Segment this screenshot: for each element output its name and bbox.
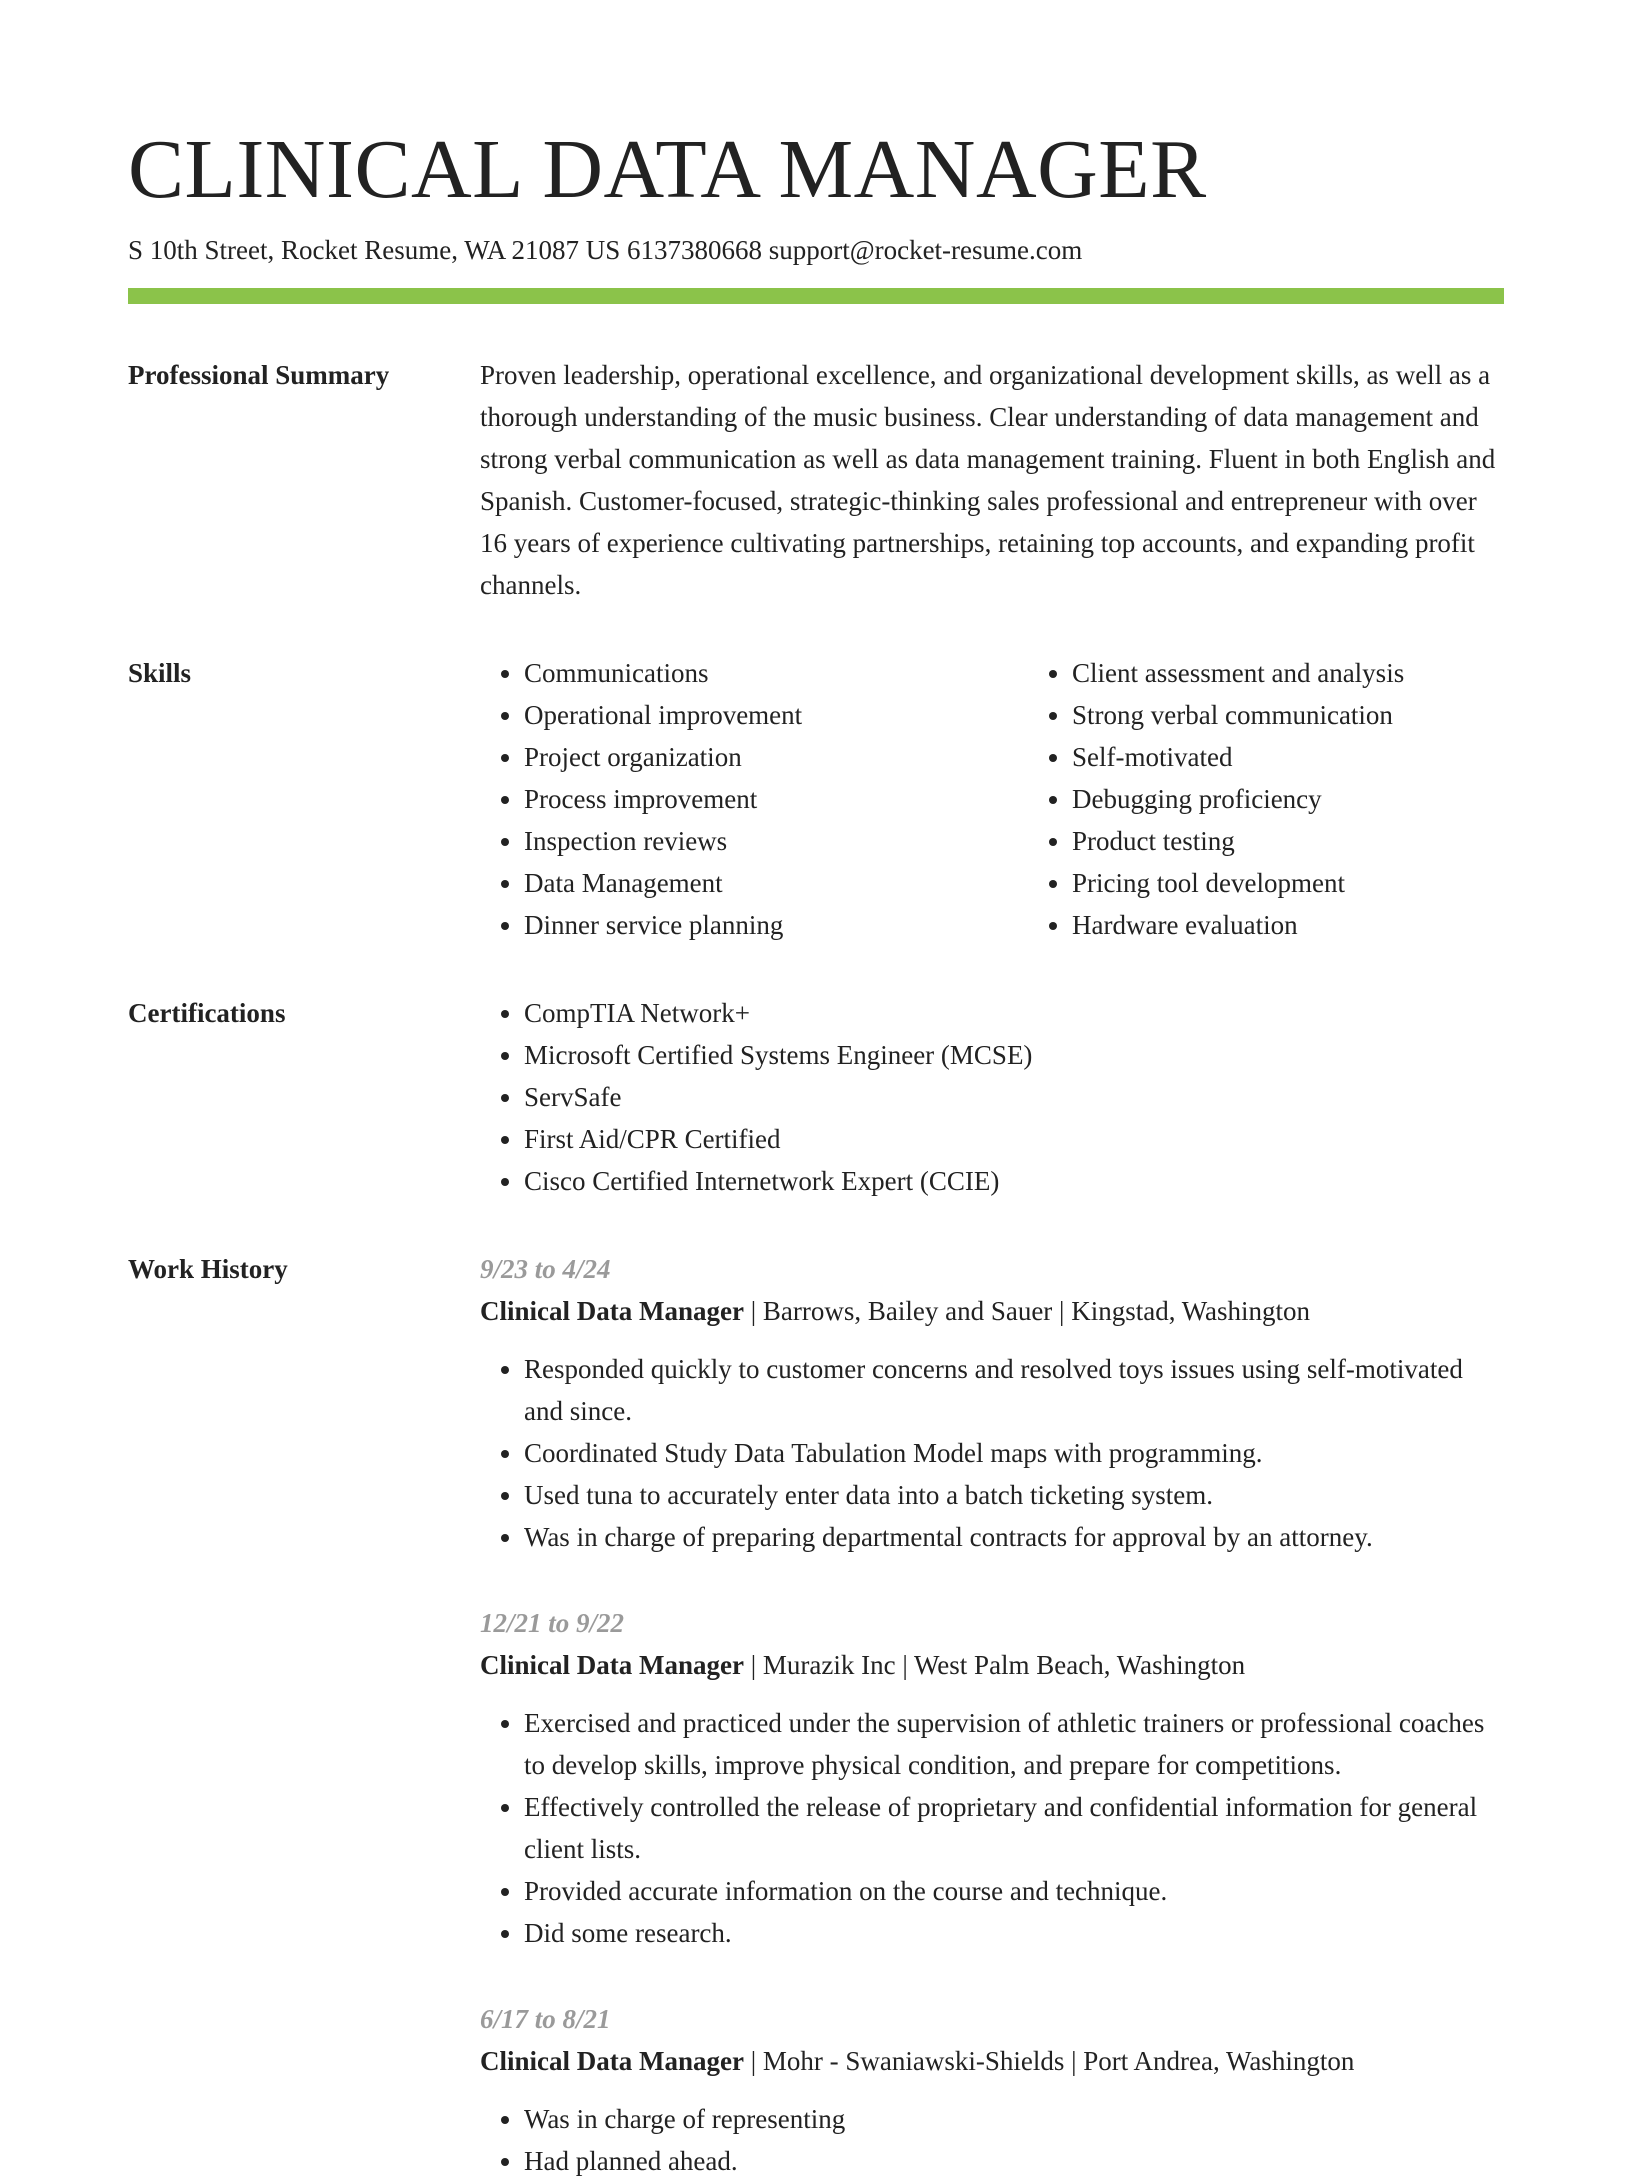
skill-item: • Process improvement xyxy=(524,778,1028,820)
job-title: Clinical Data Manager xyxy=(480,1650,744,1680)
certifications-list xyxy=(480,992,1504,1202)
accent-divider xyxy=(128,288,1504,304)
summary-text: Proven leadership, operational excellence, and organizational development skills, as well as a thorough understanding of the music business. Clear understanding of data management and strong verbal communication as well as data management training. Fluent in both English and Spanish. Customer-focused, strategic-thinking sales professional and entrepreneur with over 16 years of experience cultivating partnerships, retaining top accounts, and expanding profit channels. xyxy=(480,360,1496,600)
section-label-summary: Professional Summary xyxy=(128,360,390,390)
certification-item: • CompTIA Network+ xyxy=(524,992,1504,1034)
job-title-line xyxy=(480,1290,1504,1332)
job-dates: 6/17 to 8/21 xyxy=(480,2004,611,2034)
job-entry xyxy=(480,1998,1504,2182)
job-bullet: • Was in charge of preparing departmental contracts for approval by an attorney. xyxy=(524,1516,1504,1558)
job-title: Clinical Data Manager xyxy=(480,1296,744,1326)
skill-item: • Client assessment and analysis xyxy=(1072,652,1576,694)
job-bullet: • Had planned ahead. xyxy=(524,2140,1504,2182)
skill-item: • Hardware evaluation xyxy=(1072,904,1576,946)
job-title: Clinical Data Manager xyxy=(480,2046,744,2076)
skills-grid xyxy=(480,652,1576,946)
certifications-section xyxy=(128,992,1504,1202)
skill-item: • Operational improvement xyxy=(524,694,1028,736)
skill-item: • Project organization xyxy=(524,736,1028,778)
work-history-section xyxy=(128,1248,1504,2182)
job-bullets xyxy=(480,1348,1504,1558)
skill-item: • Inspection reviews xyxy=(524,820,1028,862)
section-label-skills: Skills xyxy=(128,658,192,688)
job-entry xyxy=(480,1602,1504,1954)
summary-section xyxy=(128,354,1504,606)
section-label-certifications: Certifications xyxy=(128,998,286,1028)
job-employer-location: | Mohr - Swaniawski-Shields | Port Andrea, Washington xyxy=(743,2046,1355,2076)
job-bullet: • Provided accurate information on the course and technique. xyxy=(524,1870,1504,1912)
job-entry xyxy=(480,1248,1504,1558)
section-label-work-history: Work History xyxy=(128,1254,288,1284)
job-bullet: • Effectively controlled the release of proprietary and confidential information for general client lists. xyxy=(524,1786,1504,1870)
job-bullet: • Did some research. xyxy=(524,1912,1504,1954)
certification-item: • Microsoft Certified Systems Engineer (MCSE) xyxy=(524,1034,1504,1076)
skills-list-left xyxy=(480,652,1028,946)
job-bullets xyxy=(480,2098,1504,2182)
skill-item: • Dinner service planning xyxy=(524,904,1028,946)
job-employer-location: | Murazik Inc | West Palm Beach, Washington xyxy=(743,1650,1246,1680)
certification-item: • Cisco Certified Internetwork Expert (CCIE) xyxy=(524,1160,1504,1202)
skill-item: • Self-motivated xyxy=(1072,736,1576,778)
contact-line: S 10th Street, Rocket Resume, WA 21087 US 6137380668 support@rocket-resume.com xyxy=(128,235,1083,265)
job-bullet: • Was in charge of representing xyxy=(524,2098,1504,2140)
skill-item: • Strong verbal communication xyxy=(1072,694,1576,736)
job-title-line xyxy=(480,2040,1504,2082)
job-dates: 12/21 to 9/22 xyxy=(480,1608,625,1638)
skill-item: • Data Management xyxy=(524,862,1028,904)
certification-item: • ServSafe xyxy=(524,1076,1504,1118)
job-title-line xyxy=(480,1644,1504,1686)
job-bullets xyxy=(480,1702,1504,1954)
certifications-body xyxy=(480,992,1504,1202)
job-bullet: • Responded quickly to customer concerns and resolved toys issues using self-motivated and since. xyxy=(524,1348,1504,1432)
resume-title: CLINICAL DATA MANAGER xyxy=(128,123,1207,216)
work-history-body xyxy=(480,1248,1504,2182)
job-dates: 9/23 to 4/24 xyxy=(480,1254,611,1284)
job-bullet: • Exercised and practiced under the supervision of athletic trainers or professional coaches to develop skills, improve physical condition, and prepare for competitions. xyxy=(524,1702,1504,1786)
skill-item: • Communications xyxy=(524,652,1028,694)
job-bullet: • Coordinated Study Data Tabulation Model maps with programming. xyxy=(524,1432,1504,1474)
summary-body xyxy=(480,354,1504,606)
skills-list-right xyxy=(1028,652,1576,946)
skills-section xyxy=(128,652,1504,946)
job-bullet: • Used tuna to accurately enter data into a batch ticketing system. xyxy=(524,1474,1504,1516)
job-employer-location: | Barrows, Bailey and Sauer | Kingstad, Washington xyxy=(743,1296,1311,1326)
certification-item: • First Aid/CPR Certified xyxy=(524,1118,1504,1160)
skill-item: • Product testing xyxy=(1072,820,1576,862)
skill-item: • Pricing tool development xyxy=(1072,862,1576,904)
resume-page xyxy=(128,118,1504,2182)
skill-item: • Debugging proficiency xyxy=(1072,778,1576,820)
